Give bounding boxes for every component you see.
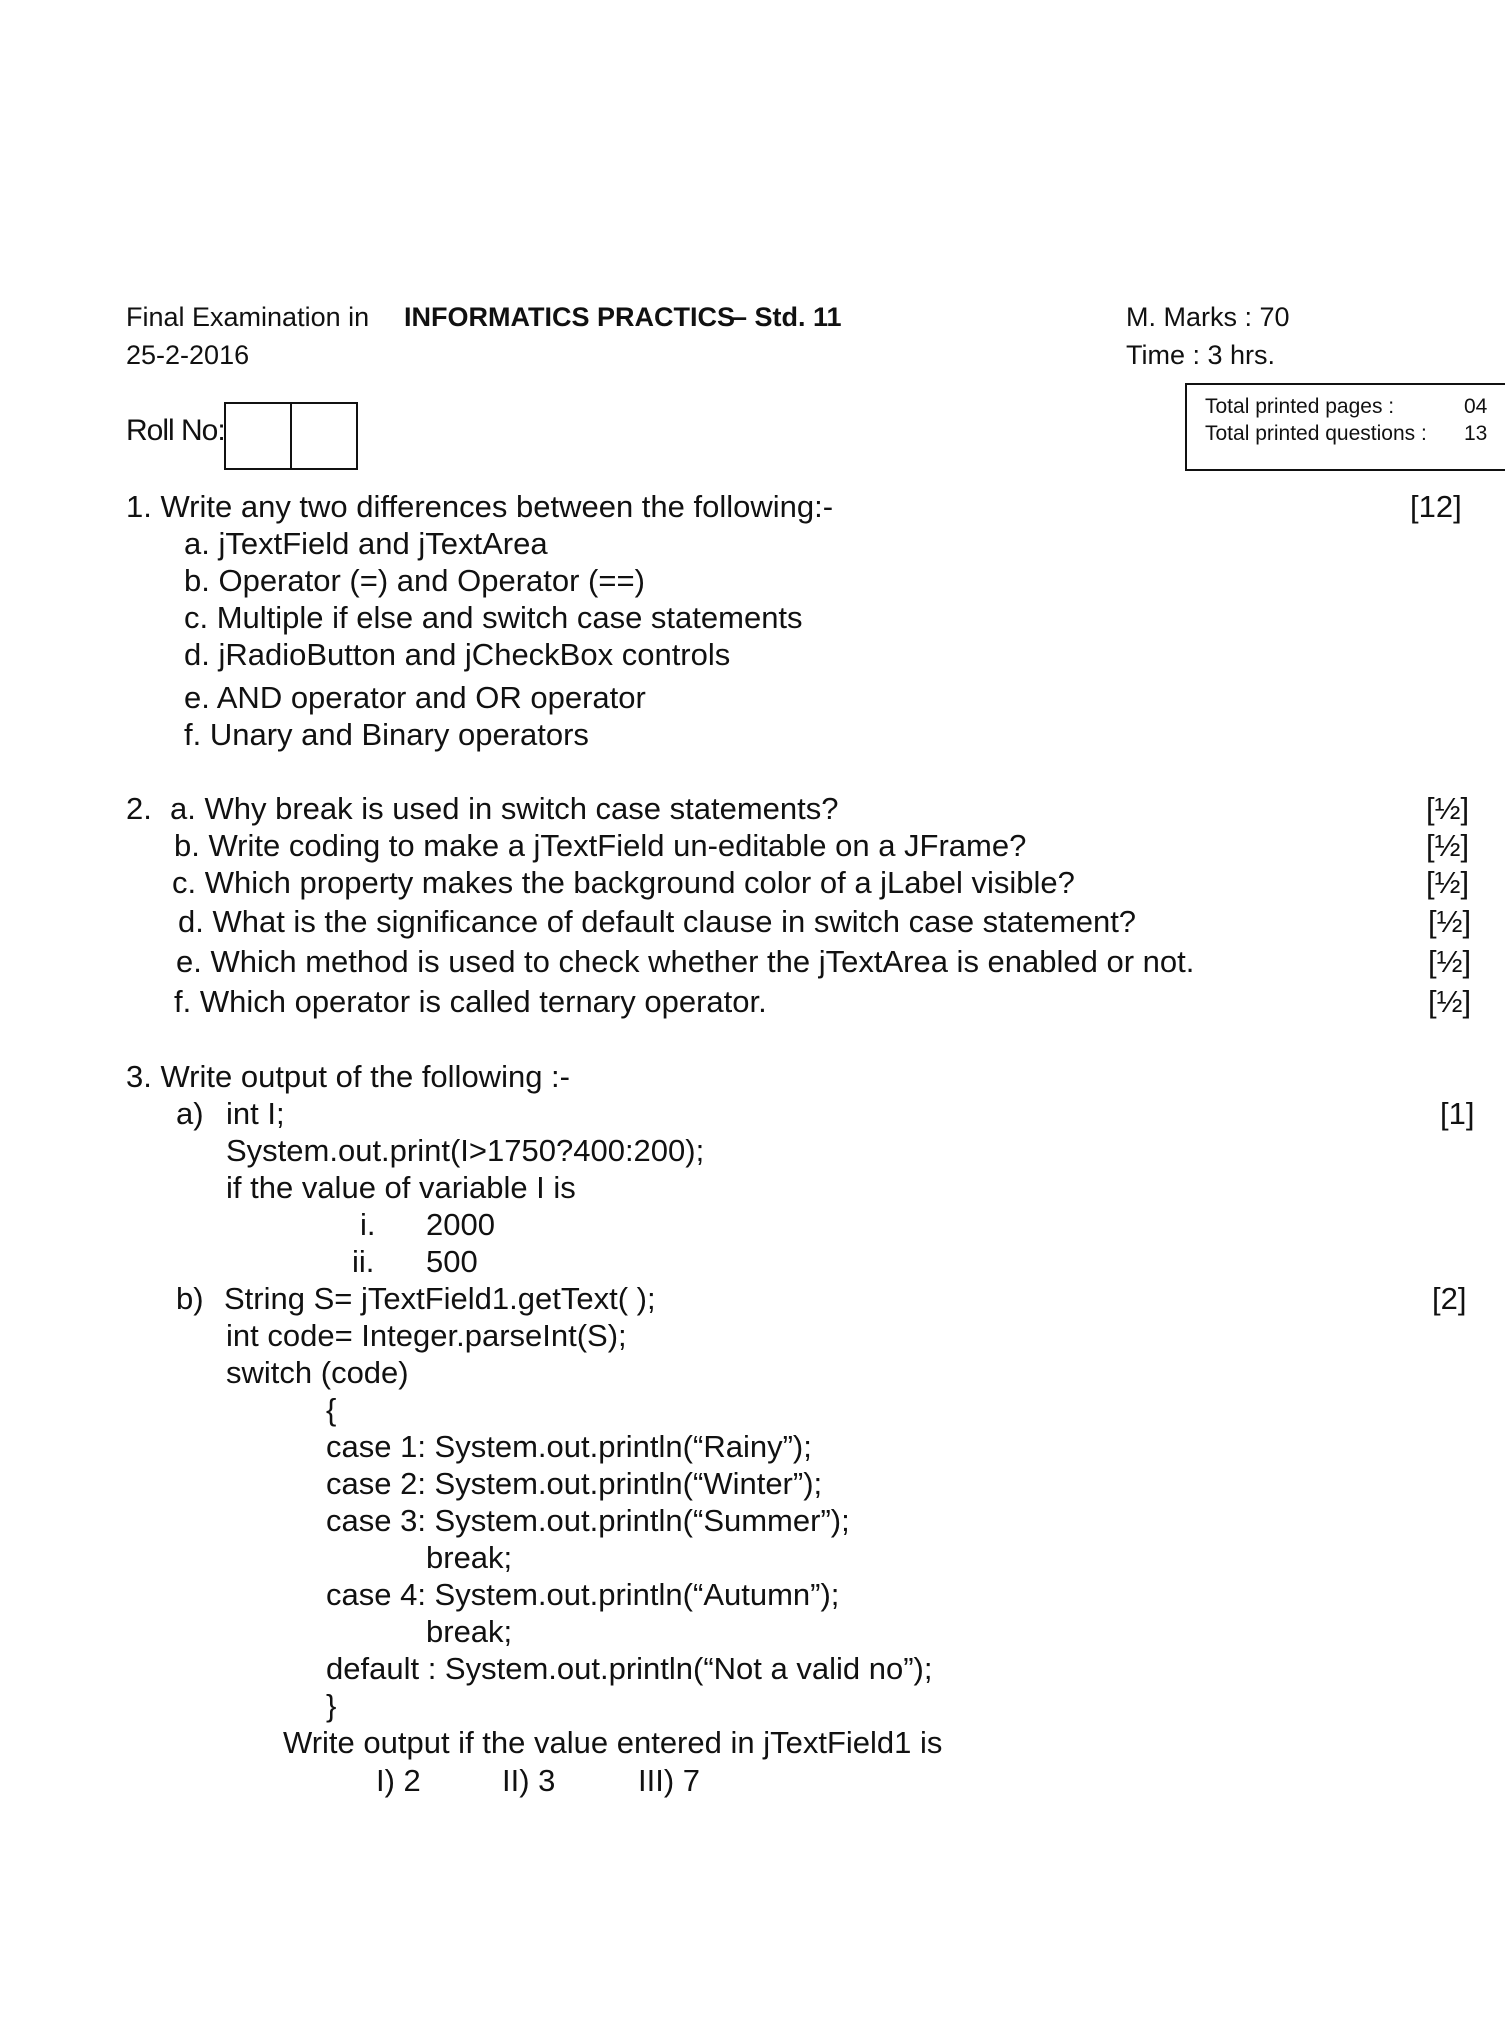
q3b-marks: [2] xyxy=(1432,1281,1467,1316)
q1-item: e. AND operator and OR operator xyxy=(184,680,646,715)
roll-no-box-2[interactable] xyxy=(290,402,358,470)
code-line: case 4: System.out.println(“Autumn”); xyxy=(326,1577,840,1612)
q2-marks: [½] xyxy=(1428,984,1472,1019)
q3b-prompt: Write output if the value entered in jTextField1 is xyxy=(283,1725,943,1760)
q2-marks: [½] xyxy=(1428,904,1472,939)
code-line: case 1: System.out.println(“Rainy”); xyxy=(326,1429,812,1464)
max-marks: M. Marks : 70 xyxy=(1126,302,1290,332)
option-value: 500 xyxy=(426,1244,478,1279)
roll-no-label: Roll No: xyxy=(126,414,225,447)
q2-marks: [½] xyxy=(1428,944,1472,979)
code-line: break; xyxy=(426,1614,513,1649)
option-number: i. xyxy=(360,1207,376,1242)
code-line: switch (code) xyxy=(226,1355,409,1390)
code-line: System.out.print(I>1750?400:200); xyxy=(226,1133,705,1168)
questions-label: Total printed questions : xyxy=(1205,422,1427,445)
code-line: if the value of variable I is xyxy=(226,1170,576,1205)
code-line: { xyxy=(326,1392,337,1427)
option-value: 2000 xyxy=(426,1207,495,1242)
q2-marks: [½] xyxy=(1426,865,1470,900)
code-line: break; xyxy=(426,1540,513,1575)
subject-title: INFORMATICS PRACTICS xyxy=(404,302,735,332)
questions-value: 13 xyxy=(1464,422,1488,445)
q2-item: d. What is the significance of default clause in switch case statement? xyxy=(178,904,1137,939)
q2-item: a. Why break is used in switch case statements? xyxy=(170,791,839,826)
code-line: int code= Integer.parseInt(S); xyxy=(226,1318,627,1353)
q1-title: 1. Write any two differences between the following:- xyxy=(126,489,834,524)
q1-item: f. Unary and Binary operators xyxy=(184,717,589,752)
q2-marks: [½] xyxy=(1426,791,1470,826)
exam-prefix: Final Examination in xyxy=(126,302,370,332)
q2-number: 2. xyxy=(126,791,152,826)
code-line: default : System.out.println(“Not a valid no”); xyxy=(326,1651,933,1686)
q3-title: 3. Write output of the following :- xyxy=(126,1059,570,1094)
exam-date: 25-2-2016 xyxy=(126,340,250,370)
exam-time: Time : 3 hrs. xyxy=(1126,340,1276,370)
q3b-option: III) 7 xyxy=(638,1763,701,1798)
q2-item: b. Write coding to make a jTextField un-editable on a JFrame? xyxy=(174,828,1027,863)
q2-marks: [½] xyxy=(1426,828,1470,863)
standard: – Std. 11 xyxy=(732,302,842,332)
q3b-option: I) 2 xyxy=(376,1763,421,1798)
q3b-label: b) xyxy=(176,1281,204,1316)
roll-no-box-1[interactable] xyxy=(224,402,292,470)
option-number: ii. xyxy=(352,1244,375,1279)
q1-marks: [12] xyxy=(1410,489,1462,524)
code-line: String S= jTextField1.getText( ); xyxy=(224,1281,656,1316)
q1-item: b. Operator (=) and Operator (==) xyxy=(184,563,645,598)
q1-item: d. jRadioButton and jCheckBox controls xyxy=(184,637,731,672)
info-box xyxy=(1185,383,1505,471)
q3a-marks: [1] xyxy=(1440,1096,1475,1131)
q3b-option: II) 3 xyxy=(502,1763,556,1798)
code-line: int I; xyxy=(226,1096,285,1131)
pages-value: 04 xyxy=(1464,395,1488,418)
q1-item: c. Multiple if else and switch case statements xyxy=(184,600,803,635)
q3a-label: a) xyxy=(176,1096,204,1131)
q2-item: f. Which operator is called ternary operator. xyxy=(174,984,767,1019)
q1-item: a. jTextField and jTextArea xyxy=(184,526,548,561)
pages-label: Total printed pages : xyxy=(1205,395,1395,418)
q2-item: e. Which method is used to check whether the jTextArea is enabled or not. xyxy=(176,944,1195,979)
code-line: case 2: System.out.println(“Winter”); xyxy=(326,1466,823,1501)
code-line: } xyxy=(326,1688,337,1723)
q2-item: c. Which property makes the background color of a jLabel visible? xyxy=(172,865,1075,900)
code-line: case 3: System.out.println(“Summer”); xyxy=(326,1503,850,1538)
